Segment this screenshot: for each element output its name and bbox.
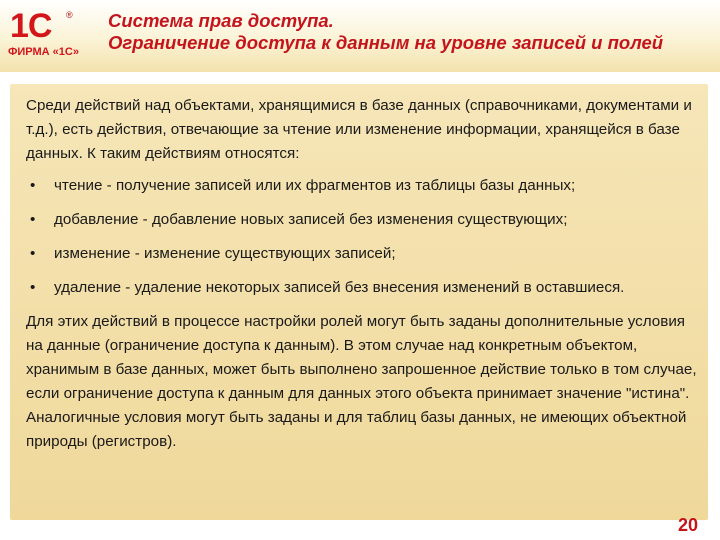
slide-header — [0, 0, 720, 72]
actions-list — [26, 174, 700, 300]
bullet-icon: • — [30, 279, 36, 296]
list-item-text: добавление - добавление новых записей без изменения существующих; — [54, 211, 568, 228]
logo-text: ФИРМА «1С» — [8, 46, 79, 58]
slide-title — [108, 10, 713, 54]
title-line-2: Ограничение доступа к данным на уровне записей и полей — [108, 32, 664, 53]
registered-mark: ® — [66, 10, 73, 20]
title-line-1: Система прав доступа. — [108, 10, 334, 31]
bullet-icon: • — [30, 177, 36, 194]
bullet-icon: • — [30, 245, 36, 262]
outro-paragraph: Для этих действий в процессе настройки ролей могут быть заданы дополнительные условия на данные (ограничение доступа к данным). В этом случае над конкретным объектом, хранимым в базе данных, может быть выполнено запрошенное действие только в том случае, если ограничение доступа к данным для данных этого объекта принимает значение "истина". Аналогичные условия могут быть заданы и для таблиц базы данных, не имеющих объектной природы (регистров). — [26, 313, 697, 450]
list-item — [26, 242, 700, 266]
list-item — [26, 208, 700, 232]
list-item — [26, 174, 700, 198]
intro-paragraph: Среди действий над объектами, хранящимися в базе данных (справочниками, документами и т.д.), есть действия, отвечающие за чтение или изменение информации, хранящейся в базе данных. К таким действиям относятся: — [26, 97, 692, 162]
list-item-text: изменение - изменение существующих записей; — [54, 245, 396, 262]
slide-content — [26, 94, 700, 454]
page-number: 20 — [677, 515, 698, 535]
company-logo — [8, 6, 90, 66]
bullet-icon: • — [30, 211, 36, 228]
list-item-text: чтение - получение записей или их фрагментов из таблицы базы данных; — [54, 177, 576, 194]
list-item — [26, 276, 700, 300]
logo-mark: 1C — [10, 7, 52, 45]
list-item-text: удаление - удаление некоторых записей без внесения изменений в оставшиеся. — [54, 279, 625, 296]
